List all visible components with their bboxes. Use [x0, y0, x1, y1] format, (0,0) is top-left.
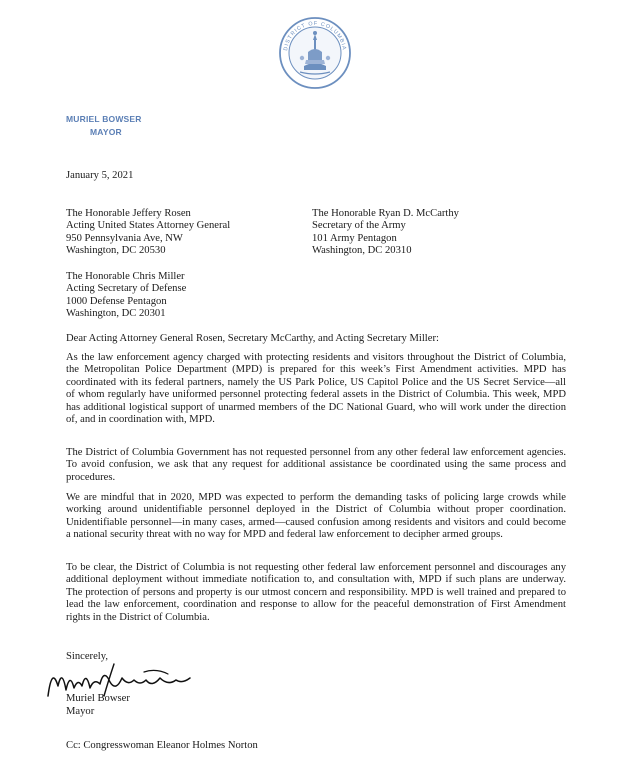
- recipient-address-miller: [66, 271, 186, 321]
- address-line: 1000 Defense Pentagon: [66, 295, 167, 307]
- address-line: Washington, DC 20301: [66, 308, 166, 320]
- address-line: Acting United States Attorney General: [66, 220, 231, 232]
- salutation: Dear Acting Attorney General Rosen, Secretary McCarthy, and Acting Secretary Miller:: [66, 333, 439, 344]
- body-paragraph-2: The District of Columbia Government has not requested personnel from any other federal law enforcement agencies. To avoid confusion, we ask that any request for additional assistance be coordinated using the same process and procedures.: [66, 447, 566, 483]
- address-line: The Honorable Chris Miller: [66, 271, 185, 282]
- letterhead-sender: [66, 113, 142, 139]
- signer-name: Muriel Bowser: [66, 693, 130, 704]
- closing: Sincerely,: [66, 651, 108, 662]
- signer-title: Mayor: [66, 706, 95, 717]
- address-line: Acting Secretary of Defense: [66, 283, 187, 295]
- address-line: 950 Pennsylvania Ave, NW: [66, 232, 183, 244]
- address-line: The Honorable Jeffery Rosen: [66, 208, 191, 219]
- address-line: Washington, DC 20310: [312, 245, 412, 257]
- address-line: Washington, DC 20530: [66, 245, 166, 257]
- address-line: The Honorable Ryan D. McCarthy: [312, 208, 459, 219]
- seal-text: DISTRICT OF COLUMBIA: [283, 20, 347, 52]
- sender-name: MURIEL BOWSER: [66, 114, 142, 124]
- body-paragraph-1: As the law enforcement agency charged with protecting residents and visitors throughout the District of Columbia, the Metropolitan Police Department (MPD) is prepared for this week’s First Amendment activities. MPD has coordinated with its federal partners, namely the US Park Police, US Capitol Police and the US Secret Service—all of whom regularly have uniformed personnel protecting federal assets in the District of Columbia. This week, MPD has additional logistical support of unarmed members of the DC National Guard, who will work under the direction of, and in coordination with, MPD.: [66, 352, 566, 426]
- cc-line: Cc: Congresswoman Eleanor Holmes Norton: [66, 740, 258, 751]
- address-line: Secretary of the Army: [312, 220, 406, 232]
- body-paragraph-3: We are mindful that in 2020, MPD was expected to perform the demanding tasks of policing large crowds while working around unidentifiable personnel deployed in the District of Columbia without proper coordination. Unidentifiable personnel—in many cases, armed—caused confusion among residents and visitors and could become a national security threat with no way for MPD and federal law enforcement to decipher armed groups.: [66, 492, 566, 541]
- recipient-address-mccarthy: [312, 208, 459, 258]
- address-line: 101 Army Pentagon: [312, 232, 397, 244]
- dc-seal-icon: [278, 16, 352, 90]
- body-paragraph-4: To be clear, the District of Columbia is not requesting other federal law enforcement personnel and discourages any additional deployment without immediate notification to, and consultation with, MPD if such plans are underway. The protection of persons and property is our utmost concern and responsibility. MPD is well trained and prepared to lead the law enforcement, coordination and response to allow for the peaceful demonstration of First Amendment rights in the District of Columbia.: [66, 562, 566, 623]
- letter-date: January 5, 2021: [66, 170, 134, 181]
- recipient-address-rosen: [66, 208, 230, 258]
- sender-title: MAYOR: [90, 127, 122, 137]
